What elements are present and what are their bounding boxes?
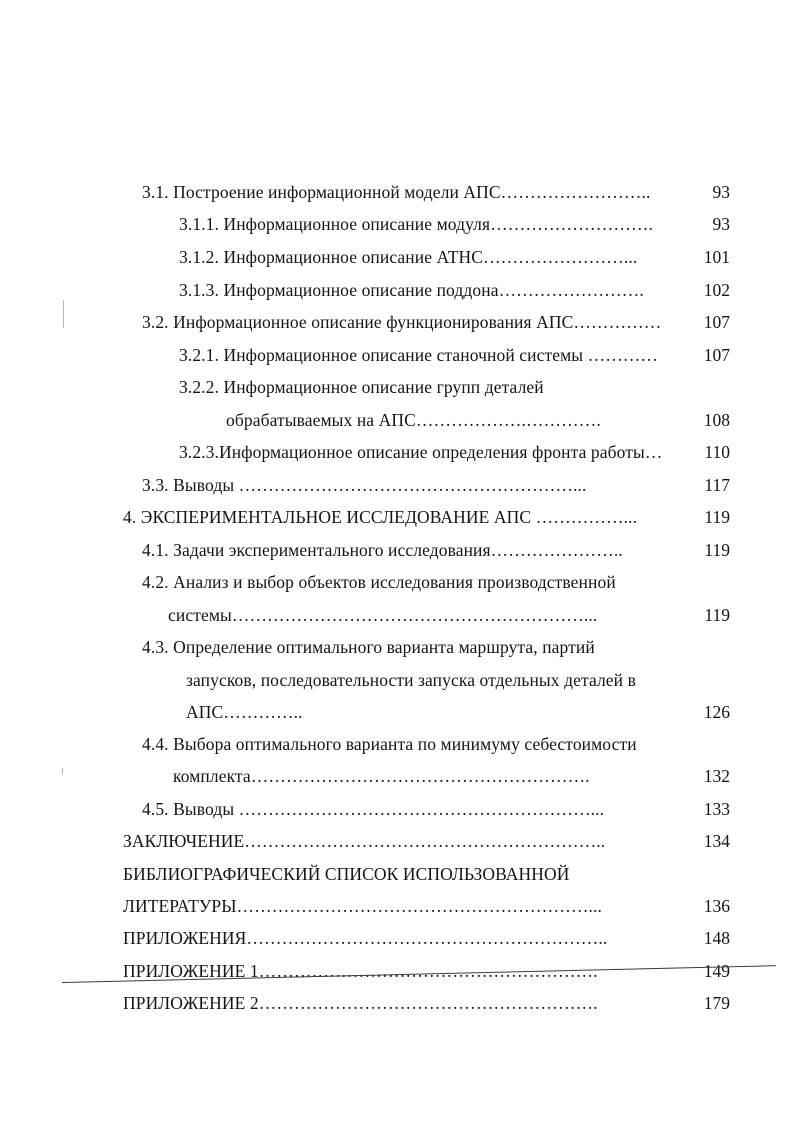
toc-entry-4-3: 4.3. Определение оптимального варианта маршрута, партий (142, 637, 595, 657)
scan-artifact-mark (62, 768, 63, 774)
toc-page-4-5: 133 (703, 799, 730, 819)
toc-page-4-1: 119 (704, 540, 730, 560)
toc-entry-3-2-2-continued: обрабатываемых на АПС……………….…………. (226, 410, 601, 430)
toc-page-3-2-3: 110 (704, 442, 730, 462)
toc-entry-appendices: ПРИЛОЖЕНИЯ…………………………………………………….. (123, 928, 608, 948)
toc-entry-4-1: 4.1. Задачи экспериментального исследования………………….. (142, 540, 623, 560)
toc-entry-3-1-1: 3.1.1. Информационное описание модуля………………………. (179, 214, 654, 234)
toc-entry-conclusion: ЗАКЛЮЧЕНИЕ…………………………………………………….. (123, 831, 606, 851)
toc-entry-bibliography: БИБЛИОГРАФИЧЕСКИЙ СПИСОК ИСПОЛЬЗОВАННОЙ (123, 864, 570, 884)
toc-page-bibliography: 136 (703, 896, 730, 916)
toc-page-3-1-1: 93 (712, 214, 730, 234)
toc-entry-4-5: 4.5. Выводы ……………………………………………………... (142, 799, 605, 819)
toc-page-appendices: 148 (703, 928, 730, 948)
toc-page-3-2-2: 108 (703, 410, 730, 430)
toc-page-3-3: 117 (704, 475, 730, 495)
toc-entry-4-3-continued-1: запусков, последовательности запуска отдельных деталей в (186, 670, 636, 690)
toc-entry-3-1: 3.1. Построение информационной модели АПС…………………….. (142, 182, 651, 202)
toc-entry-4-4: 4.4. Выбора оптимального варианта по минимуму себестоимости (142, 734, 637, 754)
toc-entry-3-2-3: 3.2.3.Информационное описание определения фронта работы… (179, 442, 663, 462)
toc-entry-chapter-4: 4. ЭКСПЕРИМЕНТАЛЬНОЕ ИССЛЕДОВАНИЕ АПС ……………... (123, 507, 638, 527)
toc-page-3-2: 107 (703, 312, 730, 332)
toc-entry-3-2-1: 3.2.1. Информационное описание станочной системы ………… (179, 345, 659, 365)
toc-page-3-2-1: 107 (703, 345, 730, 365)
toc-page-4-2: 119 (704, 605, 730, 625)
scan-artifact-mark (63, 300, 64, 328)
toc-page-3-1: 93 (712, 182, 730, 202)
toc-page-4-3: 126 (703, 702, 730, 722)
toc-entry-appendix-1: ПРИЛОЖЕНИЕ 1…………………………………………………. (123, 961, 598, 981)
toc-entry-3-3: 3.3. Выводы …………………………………………………... (142, 475, 587, 495)
toc-entry-4-3-continued-2: АПС………….. (186, 702, 303, 722)
toc-page-3-1-3: 102 (703, 280, 730, 300)
toc-entry-4-4-continued: комплекта…………………………………………………. (173, 766, 590, 786)
toc-page-appendix-1: 149 (703, 961, 730, 981)
toc-page-appendix-2: 179 (703, 993, 730, 1013)
toc-page-3-1-2: 101 (703, 247, 730, 267)
toc-page-chapter-4: 119 (704, 507, 730, 527)
toc-page-conclusion: 134 (703, 831, 730, 851)
toc-entry-3-2: 3.2. Информационное описание функционирования АПС…………… (142, 312, 662, 332)
toc-entry-3-1-2: 3.1.2. Информационное описание АТНС……………………... (179, 247, 638, 267)
toc-entry-bibliography-continued: ЛИТЕРАТУРЫ……………………………………………………... (123, 896, 602, 916)
toc-entry-appendix-2: ПРИЛОЖЕНИЕ 2…………………………………………………. (123, 993, 598, 1013)
toc-entry-3-2-2: 3.2.2. Информационное описание групп деталей (179, 377, 544, 397)
toc-entry-4-2: 4.2. Анализ и выбор объектов исследования производственной (142, 572, 616, 592)
toc-entry-3-1-3: 3.1.3. Информационное описание поддона……………………. (179, 280, 644, 300)
toc-page-4-4: 132 (703, 766, 730, 786)
toc-entry-4-2-continued: системы……………………………………………………... (168, 605, 598, 625)
